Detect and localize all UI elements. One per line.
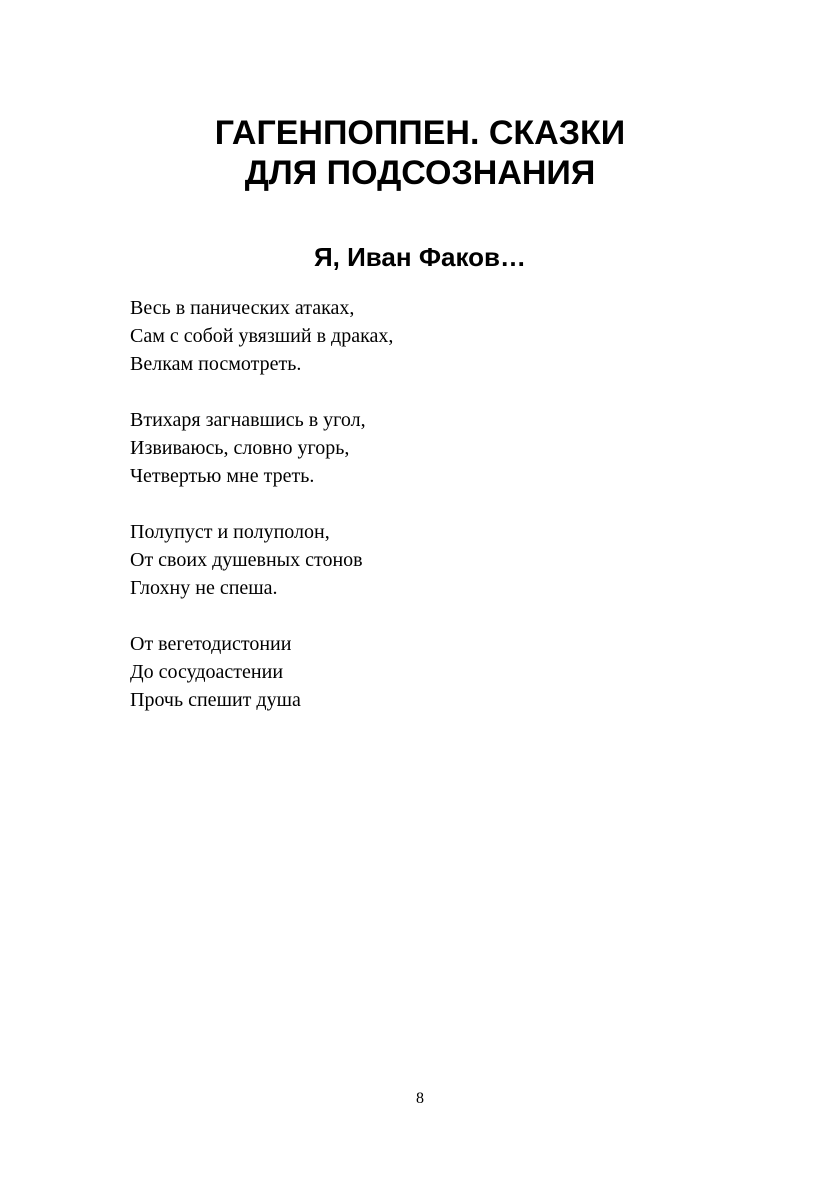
- poem-body: [130, 294, 730, 742]
- stanza: [130, 406, 730, 490]
- stanza: [130, 294, 730, 378]
- poem-line: Полупуст и полуполон,: [130, 521, 330, 543]
- poem-line: Прочь спешит душа: [130, 689, 301, 711]
- chapter-title-line-2: ДЛЯ ПОДСОЗНАНИЯ: [244, 154, 596, 192]
- poem-line: Извиваюсь, словно угорь,: [130, 437, 350, 459]
- chapter-title-line-1: ГАГЕНПОППЕН. СКАЗКИ: [214, 114, 626, 152]
- poem-line: Втихаря загнавшись в угол,: [130, 409, 366, 431]
- poem-line: От своих душевных стонов: [130, 549, 363, 571]
- poem-line: От вегетодистонии: [130, 633, 292, 655]
- stanza: [130, 630, 730, 714]
- poem-title: Я, Иван Факов…: [313, 242, 527, 272]
- page-number: 8: [416, 1090, 424, 1107]
- poem-line: До сосудоастении: [130, 661, 284, 683]
- poem-line: Четвертью мне треть.: [130, 465, 315, 487]
- chapter-title: [0, 113, 840, 193]
- poem-line: Глохну не спеша.: [130, 577, 278, 599]
- poem-line: Велкам посмотреть.: [130, 353, 302, 375]
- poem-line: Весь в панических атаках,: [130, 297, 355, 319]
- stanza: [130, 518, 730, 602]
- poem-line: Сам с собой увязший в драках,: [130, 325, 394, 347]
